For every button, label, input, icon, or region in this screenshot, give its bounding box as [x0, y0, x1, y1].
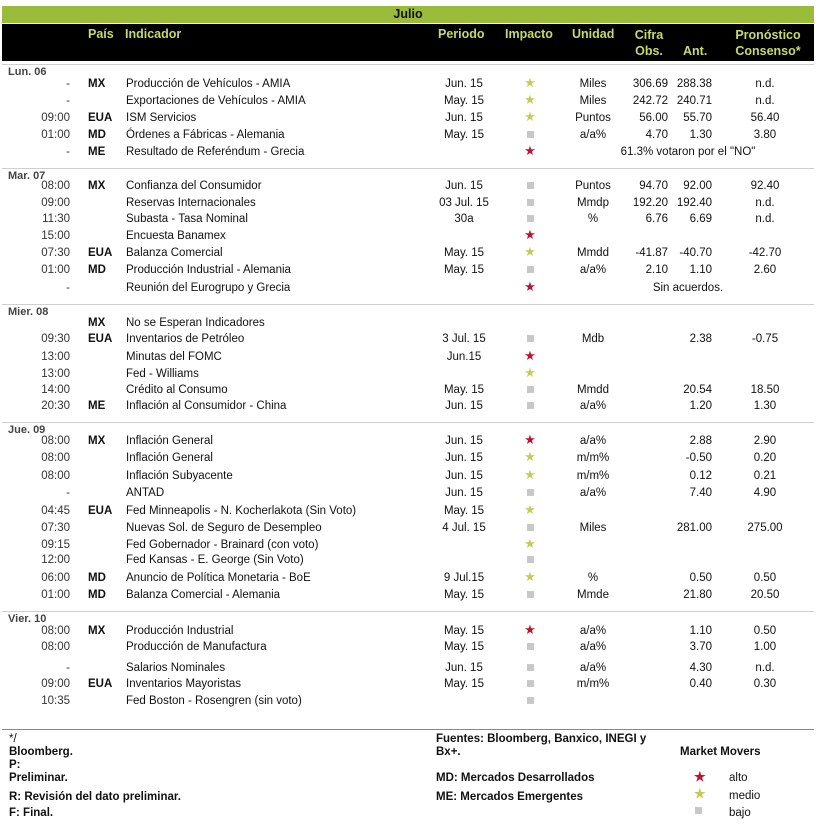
country-cell: EUA [88, 333, 113, 345]
previous-cell: -40.70 [679, 247, 712, 259]
legend-medio-star-icon: ★ [694, 786, 706, 801]
observed-cell: 56.00 [639, 112, 668, 124]
unit-cell: a/a% [579, 435, 607, 447]
indicator-cell: Fed - Williams [126, 368, 199, 380]
previous-cell: 192.40 [676, 197, 712, 209]
period-cell: 9 Jul.15 [443, 572, 485, 584]
indicator-cell: Inflación General [126, 435, 213, 447]
footer-me: ME: Mercados Emergentes [436, 791, 583, 803]
impact-medio-icon: ★ [524, 536, 536, 551]
time-cell: - [66, 78, 70, 90]
result-note: 61.3% votaron por el "NO" [620, 146, 756, 158]
indicator-cell: ISM Servicios [126, 112, 197, 124]
country-cell: MD [88, 129, 106, 141]
unit-cell: % [587, 572, 599, 584]
footer-divider [2, 729, 814, 730]
header-ant: Ant. [683, 44, 708, 58]
impact-medio-icon: ★ [524, 449, 536, 464]
observed-cell: 94.70 [639, 180, 668, 192]
forecast-cell: 1.00 [753, 641, 777, 653]
forecast-cell: 0.50 [753, 625, 777, 637]
unit-cell: Puntos [575, 180, 611, 192]
unit-cell: a/a% [579, 400, 607, 412]
unit-cell: a/a% [579, 264, 607, 276]
forecast-cell: 92.40 [750, 180, 780, 192]
previous-cell: 2.88 [689, 435, 712, 447]
period-cell: Jun. 15 [445, 78, 483, 90]
legend-bajo-label: bajo [729, 807, 751, 819]
impact-bajo-icon [517, 520, 543, 534]
time-cell: 01:00 [41, 129, 70, 141]
footer-bloomberg: Bloomberg. [9, 746, 73, 758]
impact-alto-icon: ★ [524, 622, 536, 637]
forecast-cell: -42.70 [748, 247, 782, 259]
period-cell: Jun. 15 [445, 435, 483, 447]
forecast-cell: 18.50 [750, 384, 780, 396]
country-cell: MX [88, 317, 106, 329]
time-cell: - [66, 487, 70, 499]
time-cell: 20:30 [41, 400, 70, 412]
unit-cell: Mdb [581, 333, 605, 345]
header-impacto: Impacto [505, 27, 553, 41]
forecast-cell: 4.90 [753, 487, 777, 499]
header-indicador: Indicador [125, 27, 182, 41]
time-cell: 14:00 [41, 384, 70, 396]
previous-cell: 6.69 [689, 213, 712, 225]
impact-bajo-icon [517, 211, 543, 225]
impact-bajo-icon [517, 178, 543, 192]
country-cell: ME [88, 400, 106, 412]
impact-bajo-icon [517, 676, 543, 690]
observed-cell: 242.72 [632, 95, 668, 107]
observed-cell: 6.76 [645, 213, 668, 225]
forecast-cell: 0.20 [753, 452, 777, 464]
unit-cell: m/m% [576, 452, 610, 464]
period-cell: May. 15 [443, 625, 485, 637]
previous-cell: -0.50 [685, 452, 712, 464]
impact-medio-icon: ★ [524, 92, 536, 107]
indicator-cell: Órdenes a Fábricas - Alemania [126, 129, 285, 141]
period-cell: 03 Jul. 15 [439, 197, 489, 209]
country-cell: MX [88, 78, 106, 90]
period-cell: Jun. 15 [445, 662, 483, 674]
time-cell: 08:00 [41, 435, 70, 447]
indicator-cell: Inventarios de Petróleo [126, 333, 245, 345]
time-cell: 08:00 [41, 452, 70, 464]
impact-bajo-icon [517, 693, 543, 707]
unit-cell: Mmdp [577, 197, 609, 209]
forecast-cell: n.d. [755, 197, 775, 209]
previous-cell: 55.70 [683, 112, 712, 124]
unit-cell: a/a% [579, 625, 607, 637]
forecast-cell: 56.40 [750, 112, 780, 124]
forecast-cell: n.d. [755, 78, 775, 90]
time-cell: 09:00 [41, 197, 70, 209]
impact-alto-icon: ★ [524, 227, 536, 242]
forecast-cell: 2.60 [753, 264, 777, 276]
previous-cell: 21.80 [683, 589, 712, 601]
previous-cell: 281.00 [676, 522, 712, 534]
time-cell: - [66, 146, 70, 158]
unit-cell: Mmde [577, 589, 609, 601]
indicator-cell: Anuncio de Política Monetaria - BoE [126, 572, 311, 584]
forecast-cell: 1.30 [753, 400, 777, 412]
time-cell: 09:15 [41, 539, 70, 551]
country-cell: EUA [88, 505, 113, 517]
period-cell: Jun. 15 [445, 180, 483, 192]
forecast-cell: -0.75 [751, 333, 779, 345]
country-cell: MX [88, 435, 106, 447]
period-cell: May. 15 [443, 589, 485, 601]
legend-medio-label: medio [729, 790, 761, 802]
previous-cell: 92.00 [683, 180, 712, 192]
previous-cell: 0.40 [689, 678, 712, 690]
time-cell: 08:00 [41, 641, 70, 653]
previous-cell: 288.38 [676, 78, 712, 90]
indicator-cell: Minutas del FOMC [126, 351, 222, 363]
footer-md: MD: Mercados Desarrollados [436, 772, 595, 784]
month-banner: Julio [2, 6, 814, 23]
footer-note-star: */ [9, 733, 17, 745]
day-label: Vier. 10 [8, 613, 47, 625]
previous-cell: 0.50 [689, 572, 712, 584]
day-separator [2, 422, 814, 423]
forecast-cell: n.d. [755, 213, 775, 225]
forecast-cell: 0.50 [753, 572, 777, 584]
time-cell: 09:00 [41, 112, 70, 124]
forecast-cell: 275.00 [747, 522, 783, 534]
day-label: Lun. 06 [8, 66, 47, 78]
forecast-cell: 0.21 [753, 470, 777, 482]
unit-cell: a/a% [579, 129, 607, 141]
impact-bajo-icon [517, 382, 543, 396]
previous-cell: 1.20 [689, 400, 712, 412]
footer-p-label: P: [9, 759, 21, 771]
time-cell: 12:00 [41, 554, 70, 566]
unit-cell: a/a% [579, 662, 607, 674]
unit-cell: m/m% [576, 678, 610, 690]
time-cell: 08:00 [41, 180, 70, 192]
forecast-cell: 2.90 [753, 435, 777, 447]
country-cell: EUA [88, 112, 113, 124]
previous-cell: 1.10 [689, 264, 712, 276]
period-cell: May. 15 [443, 384, 485, 396]
indicator-cell: Crédito al Consumo [126, 384, 228, 396]
period-cell: May. 15 [443, 641, 485, 653]
indicator-cell: Confianza del Consumidor [126, 180, 262, 192]
time-cell: 01:00 [41, 589, 70, 601]
previous-cell: 2.38 [689, 333, 712, 345]
time-cell: 08:00 [41, 625, 70, 637]
impact-bajo-icon [517, 127, 543, 141]
footer-fuentes-line2: Bx+. [436, 746, 461, 758]
unit-cell: Mmdd [577, 384, 609, 396]
period-cell: 3 Jul. 15 [442, 333, 486, 345]
period-cell: Jun. 15 [445, 470, 483, 482]
legend-title: Market Movers [680, 746, 761, 758]
indicator-cell: Reservas Internacionales [126, 197, 256, 209]
time-cell: 09:30 [41, 333, 70, 345]
country-cell: MX [88, 180, 106, 192]
period-cell: Jun. 15 [445, 487, 483, 499]
country-cell: EUA [88, 678, 113, 690]
forecast-cell: n.d. [755, 95, 775, 107]
header-pronostico [730, 27, 806, 59]
impact-bajo-icon [517, 331, 543, 345]
time-cell: 04:45 [41, 505, 70, 517]
indicator-cell: Exportaciones de Vehículos - AMIA [126, 95, 306, 107]
previous-cell: 20.54 [683, 384, 712, 396]
indicator-cell: Subasta - Tasa Nominal [126, 213, 248, 225]
indicator-cell: Nuevas Sol. de Seguro de Desempleo [126, 522, 322, 534]
indicator-cell: Inflación al Consumidor - China [126, 400, 287, 412]
observed-cell: -41.87 [635, 247, 668, 259]
impact-medio-icon: ★ [524, 467, 536, 482]
period-cell: May. 15 [443, 95, 485, 107]
header-cifra-obs [632, 27, 666, 59]
observed-cell: 4.70 [645, 129, 668, 141]
time-cell: - [66, 95, 70, 107]
impact-bajo-icon [517, 587, 543, 601]
previous-cell: 7.40 [689, 487, 712, 499]
period-cell: May. 15 [443, 678, 485, 690]
time-cell: 09:00 [41, 678, 70, 690]
indicator-cell: Reunión del Eurogrupo y Grecia [126, 282, 291, 294]
impact-alto-icon: ★ [524, 143, 536, 158]
day-separator [2, 304, 814, 305]
forecast-cell: 0.30 [753, 678, 777, 690]
header-pais: País [88, 27, 114, 41]
previous-cell: 240.71 [676, 95, 712, 107]
country-cell: MD [88, 572, 106, 584]
time-cell: 13:00 [41, 368, 70, 380]
time-cell: 01:00 [41, 264, 70, 276]
indicator-cell: ANTAD [126, 487, 165, 499]
day-separator [2, 64, 814, 65]
country-cell: ME [88, 146, 106, 158]
previous-cell: 3.70 [689, 641, 712, 653]
header-unidad: Unidad [572, 27, 615, 41]
footer-revision: R: Revisión del dato preliminar. [9, 791, 181, 803]
previous-cell: 1.30 [689, 129, 712, 141]
observed-cell: 306.69 [632, 78, 668, 90]
impact-alto-icon: ★ [524, 432, 536, 447]
day-label: Mier. 08 [8, 306, 49, 318]
impact-bajo-icon [517, 398, 543, 412]
period-cell: Jun. 15 [445, 400, 483, 412]
impact-medio-icon: ★ [524, 502, 536, 517]
header-cifra-line1: Cifra [634, 28, 664, 42]
impact-bajo-icon [517, 195, 543, 209]
country-cell: EUA [88, 247, 113, 259]
impact-medio-icon: ★ [524, 244, 536, 259]
day-separator [2, 611, 814, 612]
unit-cell: a/a% [579, 641, 607, 653]
time-cell: 07:30 [41, 522, 70, 534]
indicator-cell: Balanza Comercial [126, 247, 223, 259]
unit-cell: Miles [579, 95, 607, 107]
forecast-cell: 3.80 [753, 129, 777, 141]
time-cell: 06:00 [41, 572, 70, 584]
indicator-cell: Producción de Vehículos - AMIA [126, 78, 291, 90]
day-label: Jue. 09 [8, 424, 46, 436]
time-cell: 11:30 [42, 213, 70, 225]
header-pronostico-line2: Consenso* [735, 44, 801, 58]
footer-final: F: Final. [9, 807, 54, 819]
indicator-cell: Fed Boston - Rosengren (sin voto) [126, 695, 302, 707]
day-label: Mar. 07 [8, 170, 46, 182]
impact-bajo-icon [517, 485, 543, 499]
observed-cell: 192.20 [632, 197, 668, 209]
previous-cell: 4.30 [689, 662, 712, 674]
header-periodo: Periodo [438, 27, 485, 41]
indicator-cell: Fed Minneapolis - N. Kocherlakota (Sin Voto) [126, 505, 357, 517]
time-cell: - [66, 282, 70, 294]
indicator-cell: Producción Industrial [126, 625, 234, 637]
impact-medio-icon: ★ [524, 569, 536, 584]
unit-cell: Miles [579, 78, 607, 90]
indicator-cell: Inflación General [126, 452, 213, 464]
impact-alto-icon: ★ [524, 348, 536, 363]
period-cell: May. 15 [443, 264, 485, 276]
period-cell: Jun.15 [446, 351, 482, 363]
header-cifra-line2: Obs. [635, 44, 663, 58]
impact-bajo-icon [517, 660, 543, 674]
country-cell: MX [88, 625, 106, 637]
day-separator [2, 168, 814, 169]
indicator-cell: Inventarios Mayoristas [126, 678, 242, 690]
previous-cell: 0.12 [689, 470, 712, 482]
indicator-cell: No se Esperan Indicadores [126, 317, 265, 329]
observed-cell: 2.10 [645, 264, 668, 276]
time-cell: 13:00 [41, 351, 70, 363]
time-cell: 15:00 [41, 230, 70, 242]
indicator-cell: Inflación Subyacente [126, 470, 233, 482]
impact-alto-icon: ★ [524, 279, 536, 294]
legend-alto-label: alto [729, 772, 748, 784]
previous-cell: 1.10 [689, 625, 712, 637]
indicator-cell: Resultado de Referéndum - Grecia [126, 146, 305, 158]
legend-bajo-square-icon [695, 805, 702, 818]
impact-bajo-icon [517, 552, 543, 566]
time-cell: 08:00 [41, 470, 70, 482]
impact-medio-icon: ★ [524, 365, 536, 380]
time-cell: 07:30 [41, 247, 70, 259]
impact-medio-icon: ★ [524, 75, 536, 90]
forecast-cell: 20.50 [750, 589, 780, 601]
indicator-cell: Balanza Comercial - Alemania [126, 589, 281, 601]
unit-cell: Mmdd [577, 247, 609, 259]
country-cell: MD [88, 589, 106, 601]
table-header [2, 24, 814, 61]
period-cell: May. 15 [443, 505, 485, 517]
footer-preliminar: Preliminar. [9, 772, 68, 784]
unit-cell: % [587, 213, 599, 225]
unit-cell: Puntos [575, 112, 611, 124]
unit-cell: m/m% [576, 470, 610, 482]
time-cell: 10:35 [41, 695, 70, 707]
period-cell: May. 15 [443, 247, 485, 259]
forecast-cell: n.d. [755, 662, 775, 674]
indicator-cell: Encuesta Banamex [126, 230, 226, 242]
time-cell: - [66, 662, 70, 674]
indicator-cell: Fed Gobernador - Brainard (con voto) [126, 539, 319, 551]
unit-cell: Miles [579, 522, 607, 534]
period-cell: May. 15 [443, 129, 485, 141]
header-pronostico-line1: Pronóstico [735, 28, 801, 42]
period-cell: 30a [454, 213, 474, 225]
impact-bajo-icon [517, 639, 543, 653]
unit-cell: a/a% [579, 487, 607, 499]
legend-alto-star-icon: ★ [694, 769, 706, 784]
indicator-cell: Producción Industrial - Alemania [126, 264, 291, 276]
period-cell: Jun. 15 [445, 452, 483, 464]
period-cell: 4 Jul. 15 [442, 522, 486, 534]
result-note: Sin acuerdos. [652, 282, 724, 294]
indicator-cell: Producción de Manufactura [126, 641, 267, 653]
indicator-cell: Salarios Nominales [126, 662, 226, 674]
footer-fuentes-line1: Fuentes: Bloomberg, Banxico, INEGI y [436, 733, 647, 745]
country-cell: MD [88, 264, 106, 276]
impact-medio-icon: ★ [524, 109, 536, 124]
impact-bajo-icon [517, 262, 543, 276]
indicator-cell: Fed Kansas - E. George (Sin Voto) [126, 554, 304, 566]
period-cell: Jun. 15 [445, 112, 483, 124]
